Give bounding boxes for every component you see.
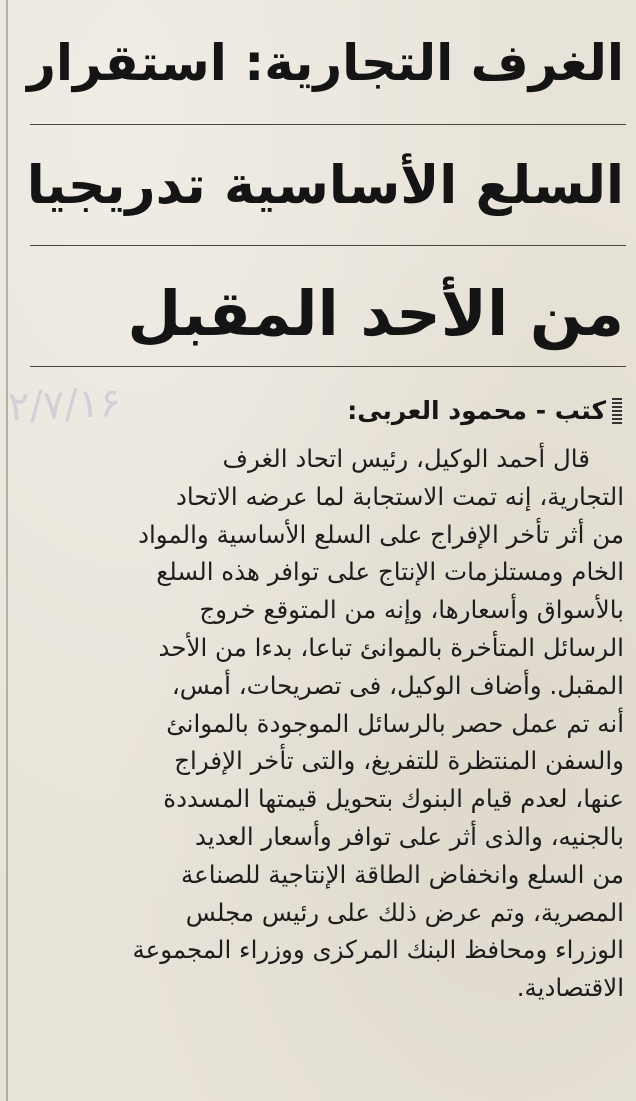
article-line: الوزراء ومحافظ البنك المركزى ووزراء المجموعة (132, 935, 624, 965)
article-line: أنه تم عمل حصر بالرسائل الموجودة بالموانئ (166, 708, 624, 738)
article-line: الخام ومستلزمات الإنتاج على توافر هذه السلع (156, 557, 624, 587)
headline-line-3: من الأحد المقبل (127, 277, 624, 350)
article-body (8, 440, 624, 1007)
article-line: المقبل. وأضاف الوكيل، فى تصريحات، أمس، (171, 670, 624, 700)
article-line: قال أحمد الوكيل، رئيس اتحاد الغرف (222, 444, 590, 473)
headline-line-1: الغرف التجارية: استقرار (27, 34, 624, 92)
article-line: بالأسواق وأسعارها، وإنه من المتوقع خروج (199, 595, 624, 625)
byline (347, 396, 622, 425)
article-line: الرسائل المتأخرة بالموانئ تباعا، بدءا من الأحد (158, 632, 624, 662)
headline-rule-2 (30, 245, 626, 246)
article-line: من أثر تأخر الإفراج على السلع الأساسية والمواد (138, 519, 624, 549)
article-line: المصرية، وتم عرض ذلك على رئيس مجلس (185, 897, 624, 927)
article-line: عنها، لعدم قيام البنوك بتحويل قيمتها المسددة (163, 784, 624, 814)
byline-text: كتب - محمود العربى: (347, 396, 606, 425)
article-line: من السلع وانخفاض الطاقة الإنتاجية للصناعة (181, 859, 624, 889)
faded-stamp-mark: ۲/۷/۱۶ (7, 380, 122, 430)
article-line: الاقتصادية. (516, 973, 624, 1003)
headline-rule-3 (30, 366, 626, 367)
article-line: والسفن المنتظرة للتفريغ، والتى تأخر الإفراج (174, 746, 624, 776)
article-line: التجارية، إنه تمت الاستجابة لما عرضه الاتحاد (175, 481, 624, 511)
headline-rule-1 (30, 124, 626, 125)
headline-line-2: السلع الأساسية تدريجيا (26, 155, 624, 216)
byline-marker-icon (612, 398, 622, 424)
article-line: بالجنيه، والذى أثر على توافر وأسعار العديد (195, 821, 624, 851)
